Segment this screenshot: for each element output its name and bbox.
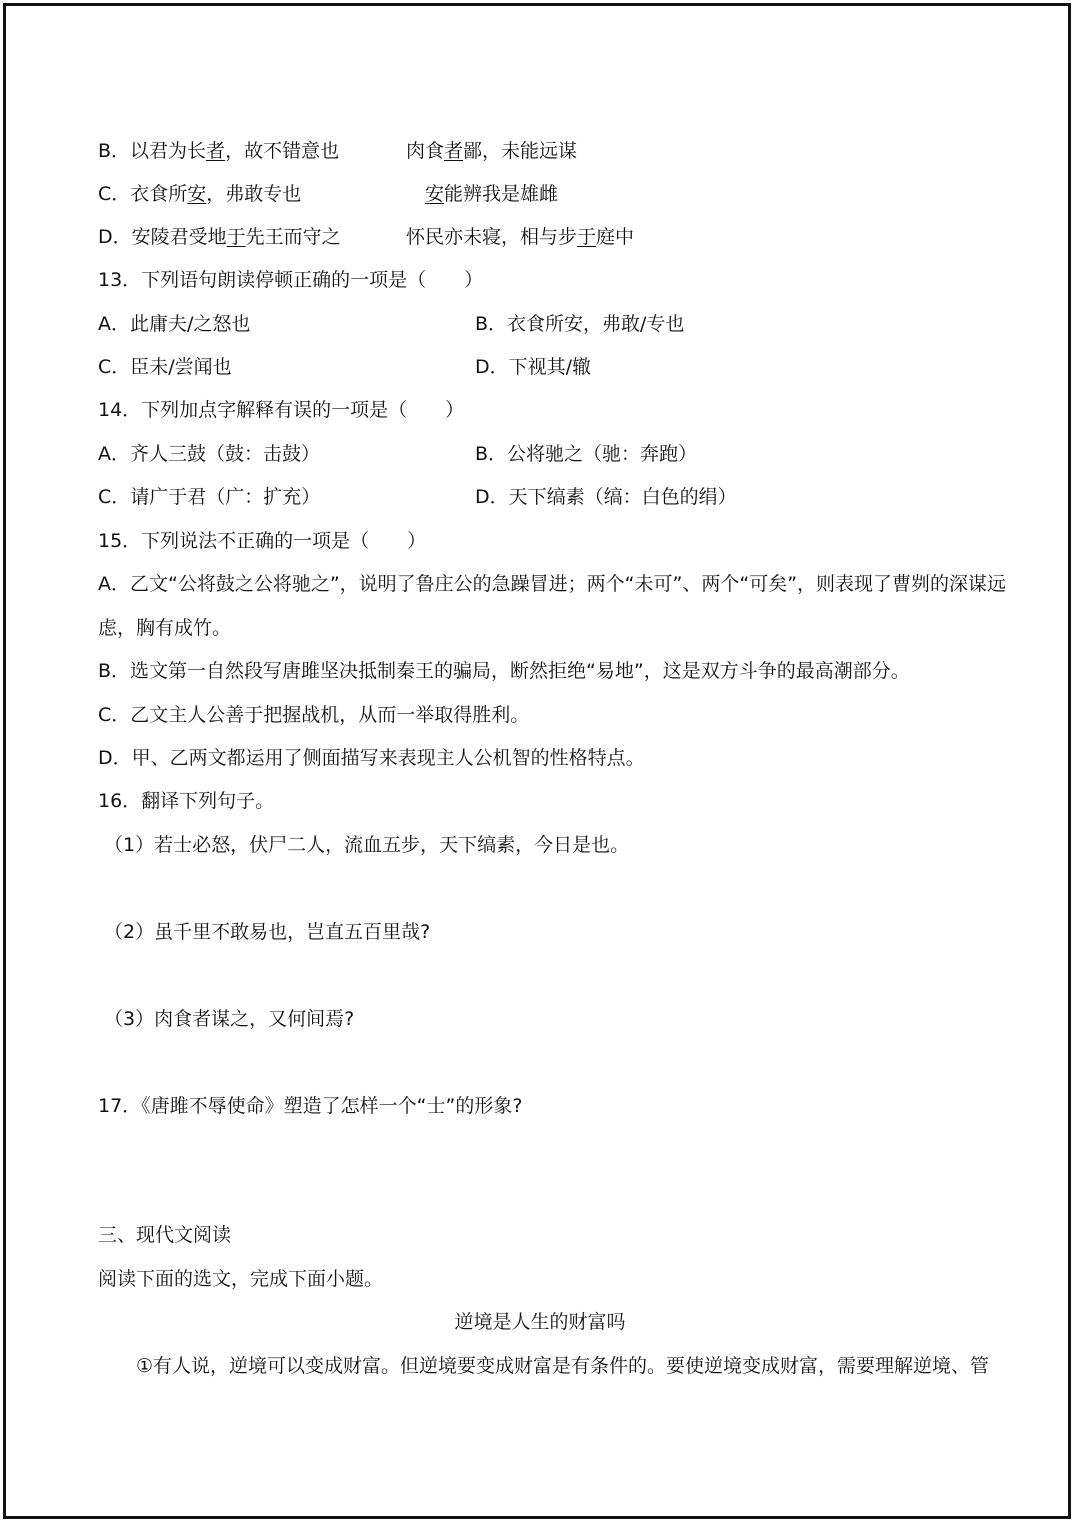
q15-option-a[interactable]: A．乙文“公将鼓之公将驰之”，说明了鲁庄公的急躁冒进；两个“未可”、两个“可矣”，则表现了曹刿的深谋远 <box>98 573 1007 595</box>
q13-option-a[interactable]: A．此庸夫/之怒也 <box>98 313 251 335</box>
q12-option-d[interactable]: D．安陵君受地于先王而守之 怀民亦未寝，相与步于庭中 <box>98 226 635 248</box>
q15-option-d[interactable]: D．甲、乙两文都运用了侧面描写来表现主人公机智的性格特点。 <box>98 747 645 769</box>
underlined-char: 安 <box>425 183 445 205</box>
q14-option-d[interactable]: D．天下缟素（缟：白色的绢） <box>475 486 737 508</box>
q16-sentence-1: （1）若士必怒，伏尸二人，流血五步，天下缟素，今日是也。 <box>104 834 630 856</box>
q14-option-b[interactable]: B．公将驰之（驰：奔跑） <box>475 443 698 465</box>
q16-sentence-3: （3）肉食者谋之，又何间焉? <box>104 1008 355 1030</box>
section-heading: 三、现代文阅读 <box>98 1224 232 1246</box>
q13-stem: 13．下列语句朗读停顿正确的一项是（ ） <box>98 269 484 291</box>
q14-stem: 14．下列加点字解释有误的一项是（ ） <box>98 399 465 421</box>
q14-option-a[interactable]: A．齐人三鼓（鼓：击鼓） <box>98 443 320 465</box>
underlined-char: 于 <box>577 226 597 248</box>
q14-option-c[interactable]: C．请广于君（广：扩充） <box>98 486 321 508</box>
q13-option-b[interactable]: B．衣食所安，弗敢/专也 <box>475 313 685 335</box>
q15-option-a-cont: 虑，胸有成竹。 <box>98 617 232 639</box>
q16-sentence-2: （2）虽千里不敢易也，岂直五百里哉? <box>104 921 431 943</box>
q15-stem: 15．下列说法不正确的一项是（ ） <box>98 530 427 552</box>
q12-option-c[interactable]: C．衣食所安，弗敢专也 安能辨我是雄雌 <box>98 183 559 205</box>
article-title: 逆境是人生的财富吗 <box>454 1311 626 1333</box>
q15-option-b[interactable]: B．选文第一自然段写唐雎坚决抵制秦王的骗局，断然拒绝“易地”，这是双方斗争的最高潮部分。 <box>98 660 910 682</box>
underlined-char: 安 <box>187 183 207 205</box>
underlined-char: 者 <box>206 140 226 162</box>
reading-instruction: 阅读下面的选文，完成下面小题。 <box>98 1268 384 1290</box>
underlined-char: 者 <box>444 140 464 162</box>
q13-option-c[interactable]: C．臣未/尝闻也 <box>98 356 232 378</box>
q16-stem: 16．翻译下列句子。 <box>98 790 275 812</box>
underlined-char: 于 <box>226 226 246 248</box>
q15-option-c[interactable]: C．乙文主人公善于把握战机，从而一举取得胜利。 <box>98 704 530 726</box>
article-paragraph-1: ①有人说，逆境可以变成财富。但逆境要变成财富是有条件的。要使逆境变成财富，需要理解逆境、管 <box>136 1355 990 1377</box>
q13-option-d[interactable]: D．下视其/辙 <box>475 356 592 378</box>
q17-stem: 17．《唐雎不辱使命》塑造了怎样一个“士”的形象? <box>98 1095 523 1117</box>
q12-option-b[interactable]: B．以君为长者，故不错意也 肉食者鄙，未能远谋 <box>98 140 578 162</box>
